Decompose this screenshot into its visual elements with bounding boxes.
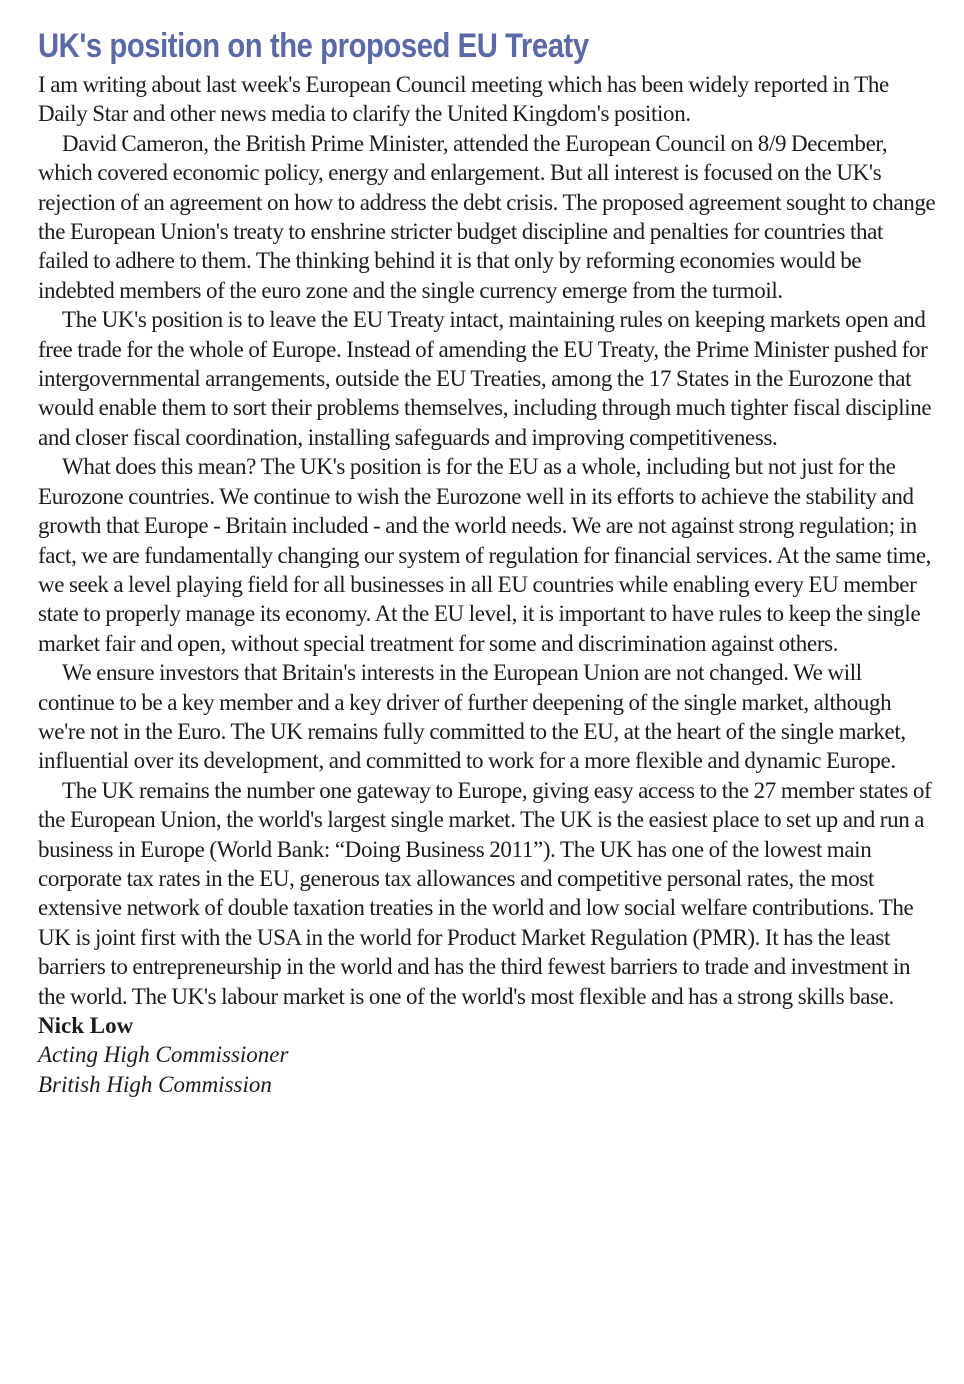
paragraph-council-meeting: David Cameron, the British Prime Minister, attended the European Council on 8/9 December, which covered economic policy, energy and enlargement. But all interest is focused on the UK's rejection of an agreement on how to address the debt crisis. The proposed agreement sought to change the European Union's treaty to enshrine stricter budget discipline and penalties for countries that failed to adhere to them. The thinking behind it is that only by reforming economies would be indebted members of the euro zone and the single currency emerge from the turmoil. — [38, 130, 936, 303]
signature-block — [38, 1011, 938, 1099]
paragraph-what-does-this-mean: What does this mean? The UK's position is for the EU as a whole, including but not just for the Eurozone countries. We continue to wish the Eurozone well in its efforts to achieve the stability and growth that Europe - Britain included - and the world needs. We are not against strong regulation; in fact, we are fundamentally changing our system of regulation for financial services. At the same time, we seek a level playing field for all businesses in all EU countries while enabling every EU member state to properly manage its economy. At the EU level, it is important to have rules to keep the single market fair and open, without special treatment for some and discrimination against others. — [38, 454, 932, 656]
headline: UK's position on the proposed EU Treaty — [38, 27, 589, 65]
paragraph-gateway-to-europe: The UK remains the number one gateway to Europe, giving easy access to the 27 member states of the European Union, the world's largest single market. The UK is the easiest place to set up and run a business in Europe (World Bank: “Doing Business 2011”). The UK has one of the lowest main corporate tax rates in the EU, generous tax allowances and competitive personal rates, the most extensive network of double taxation treaties in the world and low social welfare contributions. The UK is joint first with the USA in the world for Product Market Regulation (PMR). It has the least barriers to entrepreneurship in the world and has the third fewest barriers to trade and investment in the world. The UK's labour market is one of the world's most flexible and has a strong skills base. — [38, 777, 932, 1009]
signature-title: Acting High Commissioner — [38, 1042, 289, 1068]
paragraph-intro: I am writing about last week's European Council meeting which has been widely reported in The Daily Star and other news media to clarify the United Kingdom's position. — [38, 72, 889, 127]
signature-name: Nick Low — [38, 1013, 134, 1038]
paragraph-investors: We ensure investors that Britain's interests in the European Union are not changed. We will continue to be a key member and a key driver of further deepening of the single market, although we're not in the Euro. The UK remains fully committed to the EU, at the heart of the single market, influential over its development, and committed to work for a more flexible and dynamic Europe. — [38, 660, 906, 774]
signature-organization: British High Commission — [38, 1071, 272, 1097]
letter-body — [38, 70, 938, 1011]
paragraph-uk-position: The UK's position is to leave the EU Treaty intact, maintaining rules on keeping markets open and free trade for the whole of Europe. Instead of amending the EU Treaty, the Prime Minister pushed for intergovernmental arrangements, outside the EU Treaties, among the 17 States in the Eurozone that would enable them to sort their problems themselves, including through much tighter fiscal discipline and closer fiscal coordination, installing safeguards and improving competitiveness. — [38, 307, 932, 450]
letter-article — [38, 24, 938, 1099]
